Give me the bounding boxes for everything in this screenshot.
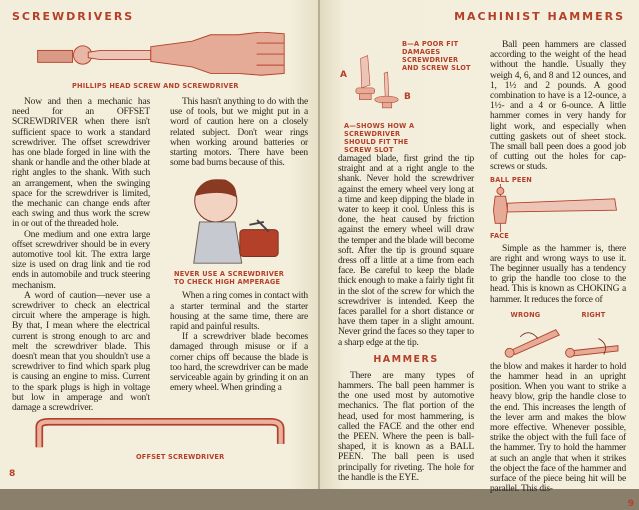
page-heading: SCREWDRIVERS [12,10,135,23]
label-b: B [404,92,412,102]
paragraph: This hasn't anything to do with the use of tools, but we might put in a word of caution here on a closely related subject. Don't wear rings when working around batteries or starting motors. There have been some bad burns because of this. [170,97,308,169]
face-label: FACE [490,231,509,240]
offset-caption: OFFSET SCREWDRIVER [136,453,225,462]
amperage-caption: NEVER USE A SCREWDRIVER TO CHECK HIGH AMPERAGE [174,270,285,287]
offset-screwdriver-illustration [12,415,308,449]
paragraph: Now and then a mechanic has need for an OFFSET SCREWDRIVER when there isn't sufficient space to work a standard screwdriver. The offset screwdriver has one blade forged in line with the shank or handle and the other blade at right angles to the shank. With such an arrangement, when the swinging space for the screwdriver is limited, the mechanic can change ends after each swing and thus work the screw in or out of the threaded hole. [12,97,150,230]
paragraph: Ball peen hammers are classed according to the weight of the head without the handle. Usually they weigh 4, 6, and 8 and 12 ounces, and 1, 1½ and 2 pounds. A good combination to have is a 12-ounce, a 1½- and a 4 or 6-ounce. A little hammer comes in very handy for light work, and especially when cutting gaskets out of sheet stock. The small ball peen does a good job of cutting out the holes for cap-screws or studs. [490,40,626,173]
ball-peen-hammer-illustration [490,184,626,232]
paragraph: A word of caution—never use a screwdriver to check an electrical circuit where the amperage is high. By that, I mean where the electrical current is strong enough to arc and melt the screwdriver blade. This doesn't mean that you shouldn't use a screwdriver to find which spark plug is causing an engine to miss. Current to the spark plugs is high in voltage but low in amperage and won't damage a screwdriver. [12,290,150,414]
phillips-screwdriver-illustration [20,32,300,78]
ball-peen-label: BALL PEEN [490,175,532,184]
paragraph: One medium and one extra large offset screwdriver should be in every automotive tool kit. The extra large size is used on drag link and tie rod ends in automobile and truck steering mechanism. [12,229,150,291]
screwdriver-fit-illustration [350,42,400,122]
page-number: 9 [627,498,634,509]
boy-with-screwdriver-illustration [170,172,300,268]
paragraph: There are many types of hammers. The ball peen hammer is the one used most by automotive mechanics. The flat portion of the head, used for most hammering, is called the FACE and the other end the PEEN. Where the peen is ball-shaped, it is known as a BALL PEEN. The ball peen is used principally for riveting. The hole for the handle is the EYE. [338,370,474,483]
paragraph: the blow and makes it harder to hold the hammer head in an upright position. When you want to strike a heavy blow, grip the handle close to the end. This increases the length of the lever arm and makes the blow more effective. Whenever possible, strike the object with the full face of the hammer. Try to hold the hammer at such an angle that when it strikes the object the face of the hammer and surface of the piece being hit will be parallel. This dis- [490,361,626,495]
offset-screwdriver-figure [12,415,308,469]
label-a: A [340,70,348,80]
caption-b: B—A POOR FIT DAMAGES SCREWDRIVER AND SCREW SLOT [402,40,471,72]
paragraph: Simple as the hammer is, there are right and wrong ways to use it. The beginner usually has a tendency to grip the handle too close to the head. This is known as CHOKING a hammer. It reduces the force of [490,243,626,305]
left-columns [12,97,308,413]
page-heading: MACHINIST HAMMERS [454,10,625,23]
screwdriver-fit-figure [338,40,474,154]
right-label: RIGHT [581,310,606,319]
right-page [320,0,639,509]
left-column-1 [12,97,150,413]
right-page-body [338,40,634,510]
paragraph: When a ring comes in contact with a starter terminal and the starter housing at the same time, there are rapid and painful results. [170,291,308,333]
phillips-caption: PHILLIPS HEAD SCREW AND SCREWDRIVER [72,82,239,90]
hammer-grip-illustration [490,319,626,359]
caption-a: A—SHOWS HOW A SCREWDRIVER SHOULD FIT THE SCREW SLOT [344,122,415,154]
right-column-2 [490,40,626,495]
right-column-1 [338,40,474,483]
right-columns [338,40,626,495]
hammers-subheading: HAMMERS [373,353,439,365]
left-page [0,0,320,489]
grip-labels [490,311,626,319]
page-number: 8 [9,469,16,480]
left-column-2 [170,97,308,393]
paragraph: damaged blade, first grind the tip straight and at a right angle to the shank. Never hold the screwdriver against the emery wheel very long at a time and keep dipping the blade in water to keep it cool. Unless this is done, the heat caused by friction against the emery wheel will draw the temper and the blade will become soft. After the tip is ground square dress off a little at a time from each face. Be careful to keep the blade thick enough to make a fairly tight fit in the slot of the screw for which the screwdriver is intended. Keep the faces parallel for a short distance or have them taper in a slight amount. Never grind the faces so they taper to a sharp edge at the tip. [338,154,474,348]
left-page-body [9,97,308,480]
paragraph: If a screwdriver blade becomes damaged through misuse or if a corner chips off because the blade is too hard, the screwdriver can be made serviceable again by grinding it on an emery wheel. When grinding a [170,332,308,394]
wrong-label: WRONG [510,310,541,319]
